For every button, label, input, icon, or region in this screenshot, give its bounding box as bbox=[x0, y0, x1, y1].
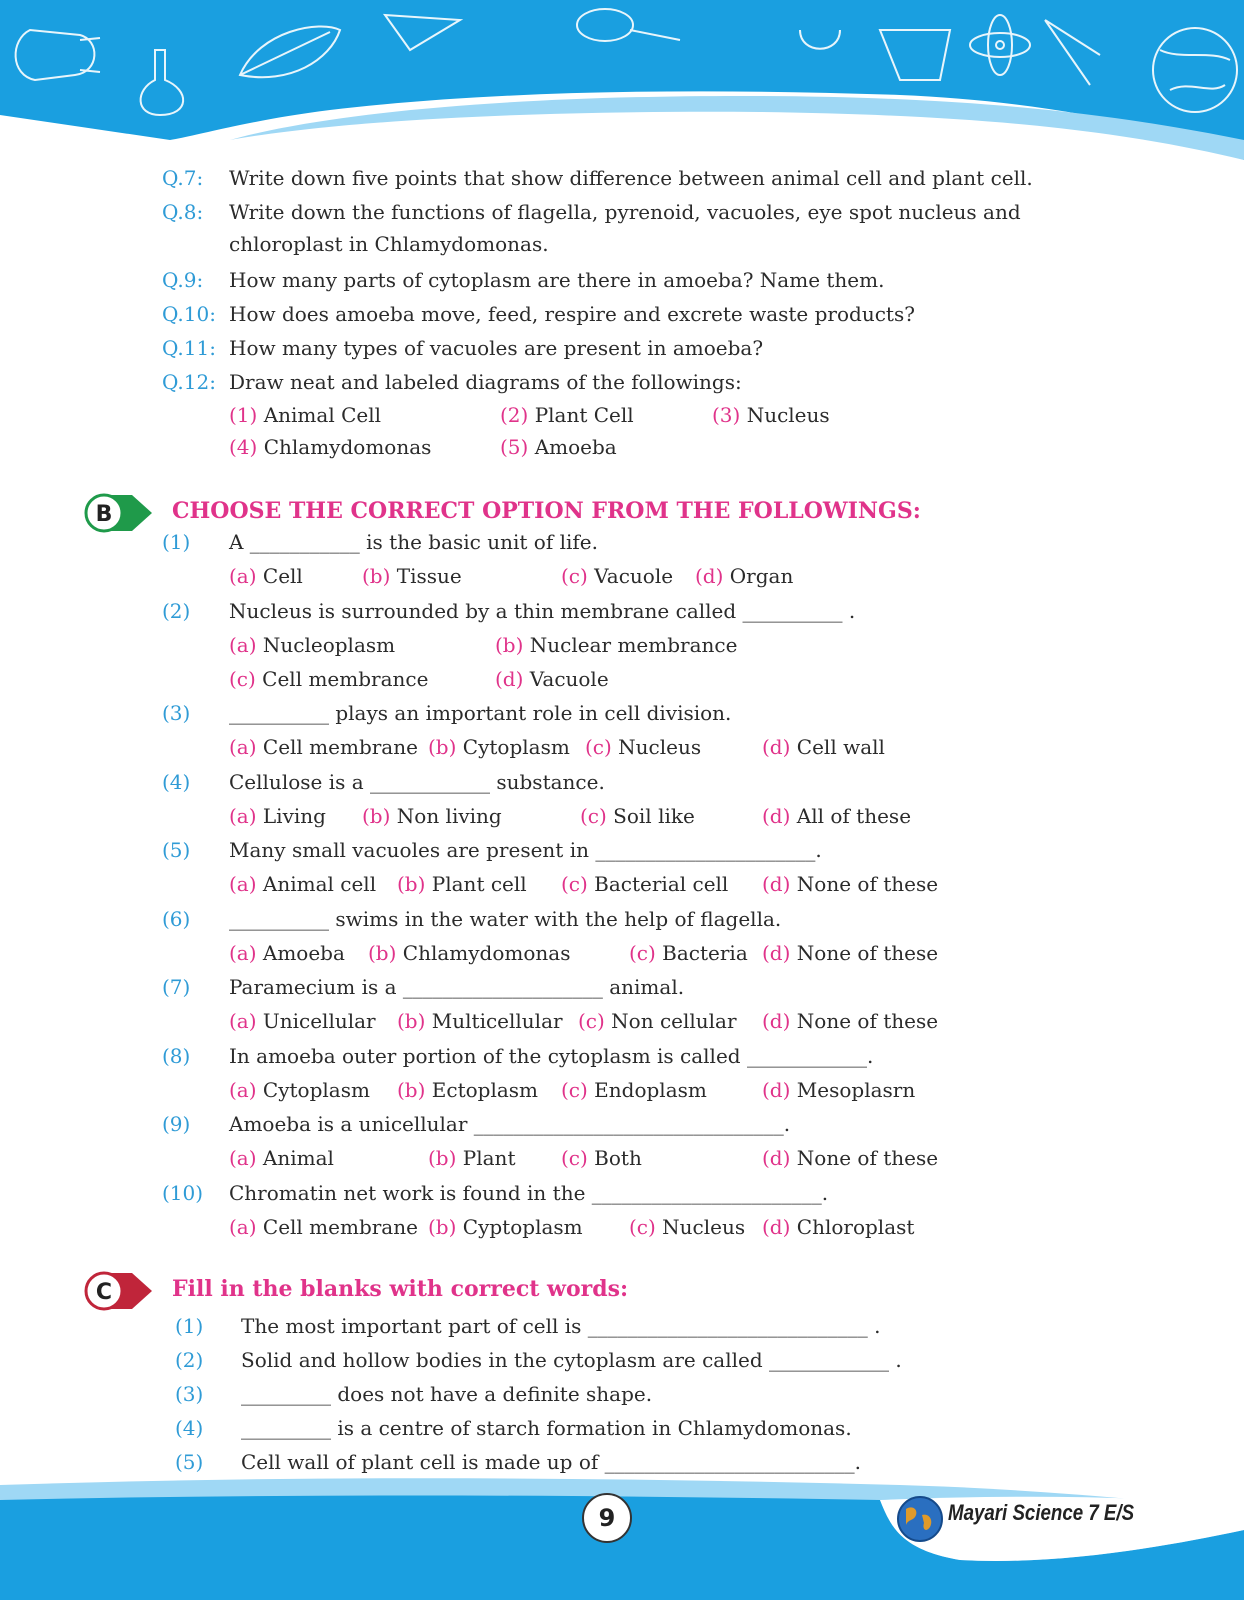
option-text: Multicellular bbox=[431, 1009, 563, 1033]
question-text: Paramecium is a ____________________ animal. bbox=[229, 975, 685, 999]
option-letter: (a) bbox=[229, 564, 257, 588]
mcq-option bbox=[762, 1006, 938, 1036]
option-letter: (c) bbox=[629, 941, 656, 965]
option-letter: (d) bbox=[695, 564, 724, 588]
option-text: Nucleus bbox=[618, 735, 702, 759]
diagram-item: (3) Nucleus bbox=[712, 403, 830, 427]
option-text: Plant cell bbox=[431, 872, 527, 896]
question-text: Write down the functions of flagella, pyrenoid, vacuoles, eye spot nucleus and bbox=[229, 200, 1021, 224]
mcq-option bbox=[762, 869, 938, 899]
option-text: Chlamydomonas bbox=[402, 941, 571, 965]
option-text: Nucleoplasm bbox=[262, 633, 396, 657]
option-text: Plant bbox=[462, 1146, 516, 1170]
option-text: Non cellular bbox=[611, 1009, 737, 1033]
option-letter: (d) bbox=[762, 735, 791, 759]
option-text: Tissue bbox=[396, 564, 462, 588]
mcq-option bbox=[762, 801, 911, 831]
option-text: Cell membrance bbox=[262, 667, 429, 691]
section-letter: B bbox=[95, 502, 113, 527]
option-text: Nuclear membrance bbox=[529, 633, 738, 657]
option-letter: (a) bbox=[229, 1078, 257, 1102]
question-text: A ___________ is the basic unit of life. bbox=[229, 530, 598, 554]
question-text: __________ swims in the water with the help of flagella. bbox=[229, 907, 782, 931]
mcq-option bbox=[762, 1143, 938, 1173]
book-title: Mayari Science 7 E/S bbox=[948, 1500, 1135, 1525]
mcq-option bbox=[629, 1212, 745, 1242]
option-letter: (a) bbox=[229, 1146, 257, 1170]
option-letter: (b) bbox=[428, 1146, 457, 1170]
mcq-option bbox=[428, 1143, 515, 1173]
option-text: Cell membrane bbox=[262, 735, 418, 759]
option-text: Vacuole bbox=[594, 564, 674, 588]
option-text: Cytoplasm bbox=[462, 735, 570, 759]
option-letter: (a) bbox=[229, 941, 257, 965]
question-number: Q.10: bbox=[162, 302, 216, 326]
mcq-option bbox=[762, 732, 885, 762]
mcq-option bbox=[762, 1075, 915, 1105]
question-text: Nucleus is surrounded by a thin membrane called __________ . bbox=[229, 599, 856, 623]
section-b-badge bbox=[84, 493, 154, 533]
option-text: Soil like bbox=[613, 804, 695, 828]
mcq-option bbox=[229, 732, 418, 762]
option-letter: (d) bbox=[762, 1078, 791, 1102]
mcq-option bbox=[229, 938, 345, 968]
mcq-option bbox=[578, 1006, 737, 1036]
mcq-option bbox=[229, 801, 326, 831]
mcq-option bbox=[629, 938, 748, 968]
mcq-option bbox=[695, 561, 793, 591]
option-letter: (b) bbox=[362, 564, 391, 588]
option-letter: (d) bbox=[762, 1215, 791, 1239]
option-letter: (b) bbox=[368, 941, 397, 965]
mcq-option bbox=[762, 938, 938, 968]
option-text: Nucleus bbox=[662, 1215, 746, 1239]
diagram-item: (5) Amoeba bbox=[500, 435, 617, 459]
option-text: Both bbox=[594, 1146, 642, 1170]
option-text: Living bbox=[262, 804, 326, 828]
mcq-option bbox=[397, 869, 527, 899]
question-number: Q.8: bbox=[162, 200, 204, 224]
question-number: (5) bbox=[162, 838, 191, 862]
section-c-badge bbox=[84, 1271, 154, 1311]
mcq-option bbox=[229, 1143, 334, 1173]
question-text: Draw neat and labeled diagrams of the followings: bbox=[229, 370, 742, 394]
option-text: Unicellular bbox=[262, 1009, 376, 1033]
mcq-option bbox=[229, 1075, 370, 1105]
mcq-option bbox=[229, 630, 395, 660]
option-text: None of these bbox=[796, 872, 939, 896]
page-number: 9 bbox=[582, 1493, 632, 1543]
option-text: None of these bbox=[796, 941, 939, 965]
option-letter: (b) bbox=[397, 872, 426, 896]
question-text: How many types of vacuoles are present in amoeba? bbox=[229, 336, 764, 360]
option-letter: (a) bbox=[229, 1215, 257, 1239]
mcq-option bbox=[561, 561, 673, 591]
question-text-continued: chloroplast in Chlamydomonas. bbox=[229, 232, 549, 256]
option-letter: (c) bbox=[578, 1009, 605, 1033]
option-letter: (c) bbox=[585, 735, 612, 759]
option-text: Animal cell bbox=[262, 872, 377, 896]
option-letter: (a) bbox=[229, 1009, 257, 1033]
section-b-title: CHOOSE THE CORRECT OPTION FROM THE FOLLOWINGS: bbox=[172, 498, 921, 524]
option-letter: (b) bbox=[428, 1215, 457, 1239]
mcq-option bbox=[368, 938, 570, 968]
option-letter: (c) bbox=[561, 564, 588, 588]
option-letter: (c) bbox=[580, 804, 607, 828]
option-letter: (c) bbox=[561, 1146, 588, 1170]
option-text: Vacuole bbox=[529, 667, 609, 691]
question-number: Q.12: bbox=[162, 370, 216, 394]
mcq-option bbox=[229, 664, 428, 694]
question-text: Amoeba is a unicellular _______________________________. bbox=[229, 1112, 791, 1136]
option-letter: (b) bbox=[495, 633, 524, 657]
question-number: (9) bbox=[162, 1112, 191, 1136]
option-text: Ectoplasm bbox=[431, 1078, 539, 1102]
option-text: Cell membrane bbox=[262, 1215, 418, 1239]
mcq-option bbox=[580, 801, 695, 831]
option-letter: (d) bbox=[762, 1009, 791, 1033]
question-number: (3) bbox=[162, 701, 191, 725]
question-number: Q.11: bbox=[162, 336, 216, 360]
header-banner bbox=[0, 0, 1244, 170]
mcq-option bbox=[397, 1006, 563, 1036]
globe-icon bbox=[896, 1495, 944, 1543]
mcq-option bbox=[362, 561, 462, 591]
question-number: (8) bbox=[162, 1044, 191, 1068]
question-text: __________ plays an important role in cell division. bbox=[229, 701, 732, 725]
question-text: Many small vacuoles are present in ______________________. bbox=[229, 838, 822, 862]
question-text: How many parts of cytoplasm are there in amoeba? Name them. bbox=[229, 268, 885, 292]
mcq-option bbox=[229, 869, 376, 899]
mcq-option bbox=[561, 1075, 707, 1105]
option-letter: (c) bbox=[561, 1078, 588, 1102]
question-number: Q.9: bbox=[162, 268, 204, 292]
option-letter: (c) bbox=[629, 1215, 656, 1239]
option-text: Chloroplast bbox=[796, 1215, 915, 1239]
question-number: Q.7: bbox=[162, 166, 204, 190]
question-text: Cellulose is a ____________ substance. bbox=[229, 770, 605, 794]
question-number: (1) bbox=[162, 530, 191, 554]
option-letter: (d) bbox=[762, 941, 791, 965]
question-text: Write down five points that show difference between animal cell and plant cell. bbox=[229, 166, 1033, 190]
question-text: Chromatin net work is found in the _______________________. bbox=[229, 1181, 829, 1205]
mcq-option bbox=[428, 732, 570, 762]
option-letter: (d) bbox=[762, 872, 791, 896]
mcq-option bbox=[495, 630, 737, 660]
option-text: Amoeba bbox=[262, 941, 345, 965]
mcq-option bbox=[229, 1212, 418, 1242]
question-number: (2) bbox=[162, 599, 191, 623]
option-text: None of these bbox=[796, 1146, 939, 1170]
option-letter: (a) bbox=[229, 735, 257, 759]
mcq-option bbox=[397, 1075, 538, 1105]
option-text: Bacteria bbox=[662, 941, 748, 965]
question-number: (4) bbox=[162, 770, 191, 794]
option-text: Bacterial cell bbox=[594, 872, 729, 896]
option-letter: (c) bbox=[229, 667, 256, 691]
option-text: Animal bbox=[262, 1146, 334, 1170]
section-c-title: Fill in the blanks with correct words: bbox=[172, 1276, 629, 1302]
question-text: In amoeba outer portion of the cytoplasm is called ____________. bbox=[229, 1044, 874, 1068]
question-number: (6) bbox=[162, 907, 191, 931]
mcq-option bbox=[585, 732, 701, 762]
option-text: All of these bbox=[796, 804, 912, 828]
diagram-item: (1) Animal Cell bbox=[229, 403, 381, 427]
option-text: Cyptoplasm bbox=[462, 1215, 583, 1239]
option-letter: (b) bbox=[397, 1078, 426, 1102]
option-text: Organ bbox=[729, 564, 794, 588]
option-letter: (a) bbox=[229, 872, 257, 896]
option-text: None of these bbox=[796, 1009, 939, 1033]
option-letter: (d) bbox=[495, 667, 524, 691]
mcq-option bbox=[561, 869, 728, 899]
diagram-item: (2) Plant Cell bbox=[500, 403, 634, 427]
option-letter: (d) bbox=[762, 804, 791, 828]
section-letter: C bbox=[95, 1280, 113, 1305]
option-text: Cell bbox=[262, 564, 303, 588]
option-text: Cytoplasm bbox=[262, 1078, 370, 1102]
option-letter: (a) bbox=[229, 804, 257, 828]
option-text: Cell wall bbox=[796, 735, 885, 759]
question-number: (10) bbox=[162, 1181, 204, 1205]
mcq-option bbox=[428, 1212, 583, 1242]
mcq-option bbox=[229, 561, 303, 591]
question-number: (7) bbox=[162, 975, 191, 999]
mcq-option bbox=[762, 1212, 914, 1242]
option-letter: (c) bbox=[561, 872, 588, 896]
option-letter: (b) bbox=[362, 804, 391, 828]
option-letter: (d) bbox=[762, 1146, 791, 1170]
diagram-item: (4) Chlamydomonas bbox=[229, 435, 432, 459]
option-text: Endoplasm bbox=[594, 1078, 707, 1102]
mcq-option bbox=[561, 1143, 642, 1173]
option-letter: (b) bbox=[397, 1009, 426, 1033]
option-text: Mesoplasrn bbox=[796, 1078, 916, 1102]
mcq-option bbox=[229, 1006, 376, 1036]
option-letter: (b) bbox=[428, 735, 457, 759]
option-text: Non living bbox=[396, 804, 502, 828]
option-letter: (a) bbox=[229, 633, 257, 657]
question-text: How does amoeba move, feed, respire and excrete waste products? bbox=[229, 302, 915, 326]
mcq-option bbox=[362, 801, 502, 831]
mcq-option bbox=[495, 664, 609, 694]
